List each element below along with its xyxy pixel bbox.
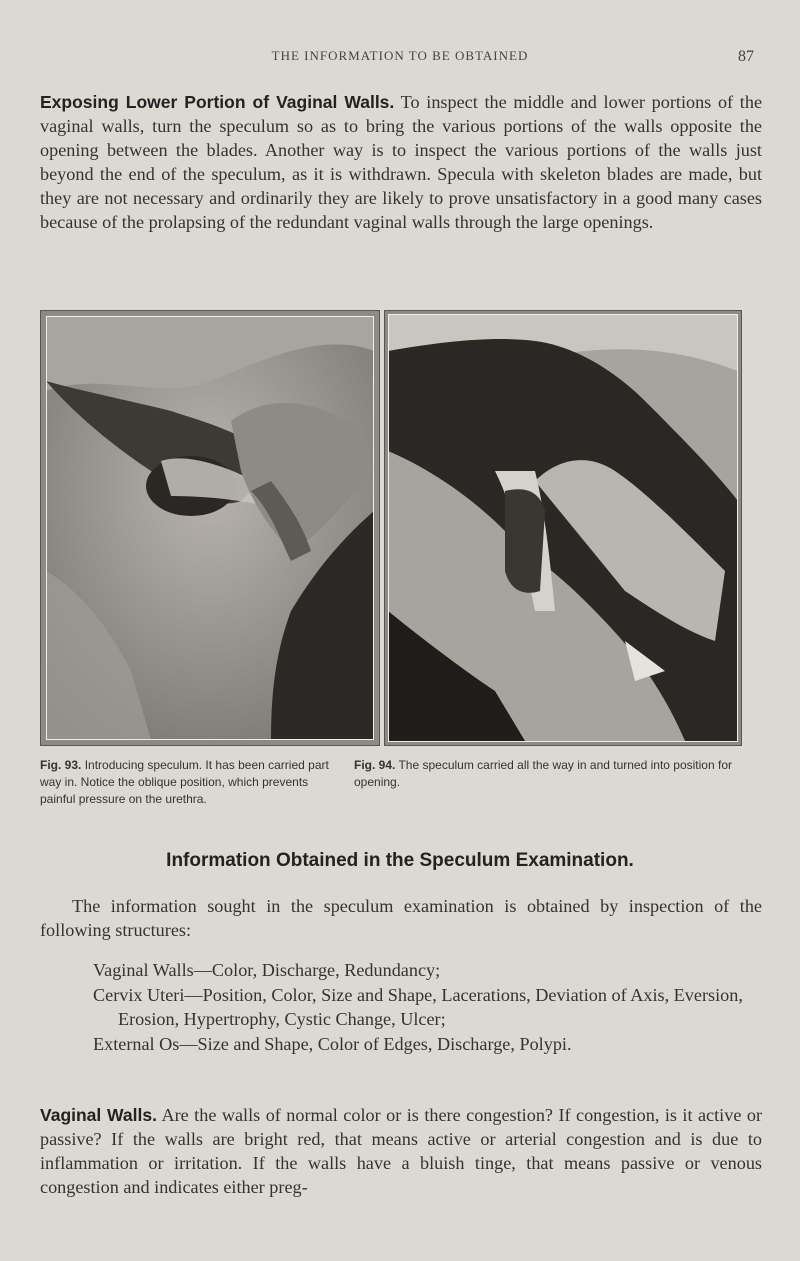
figure-94-caption <box>354 757 774 791</box>
paragraph-body: Are the walls of normal color or is there congestion? If congestion, is it active or passive? If the walls are bright red, that means active or arterial congestion and is due to inflammation or irritation. If the walls have a bluish tinge, that means passive or venous congestion and indicates either preg- <box>40 1105 763 1197</box>
page-number: 87 <box>738 48 754 65</box>
structures-list <box>93 958 773 1056</box>
paragraph-body: To inspect the middle and lower portions of the vaginal walls, turn the speculum so as to bring the various portions of the walls opposite the opening between the blades. Another way is to inspect the various portions of the walls just beyond the end of the speculum, as it is withdrawn. Specula with skeleton blades are made, but they are not necessary and ordinarily they are likely to prove unsatisfactory in a good many cases because of the prolapsing of the redundant vaginal walls through the large openings. <box>40 92 763 232</box>
figure-93-photo <box>40 310 380 746</box>
section-heading: Information Obtained in the Speculum Examination. <box>166 850 634 871</box>
list-item: External Os—Size and Shape, Color of Edges, Discharge, Polypi. <box>93 1033 572 1054</box>
photo-border <box>46 316 374 740</box>
list-item: Cervix Uteri—Position, Color, Size and Shape, Lacerations, Deviation of Axis, Eversion, Erosion, Hypertrophy, Cystic Change, Ulcer; <box>93 984 743 1029</box>
figure-93-label: Fig. 93. <box>40 758 82 772</box>
paragraph-heading: Exposing Lower Portion of Vaginal Walls. <box>40 92 395 112</box>
paragraph-vaginal-walls <box>40 1103 762 1199</box>
photo-border <box>388 314 738 742</box>
figure-94-label: Fig. 94. <box>354 758 396 772</box>
figure-93-caption <box>40 757 338 808</box>
figure-94-caption-text: The speculum carried all the way in and turned into position for opening. <box>354 758 732 789</box>
figure-93-caption-text: Introducing speculum. It has been carried part way in. Notice the oblique position, which prevents painful pressure on the urethra. <box>40 758 329 806</box>
running-head: THE INFORMATION TO BE OBTAINED <box>271 48 529 63</box>
paragraph-heading: Vaginal Walls. <box>40 1105 157 1125</box>
paragraph-exposing-lower-walls <box>40 90 762 234</box>
list-item: Vaginal Walls—Color, Discharge, Redundancy; <box>93 960 441 980</box>
paragraph-body: The information sought in the speculum examination is obtained by inspection of the following structures: <box>40 896 762 940</box>
paragraph-information-sought <box>40 894 762 942</box>
figure-94-photo <box>384 310 742 746</box>
